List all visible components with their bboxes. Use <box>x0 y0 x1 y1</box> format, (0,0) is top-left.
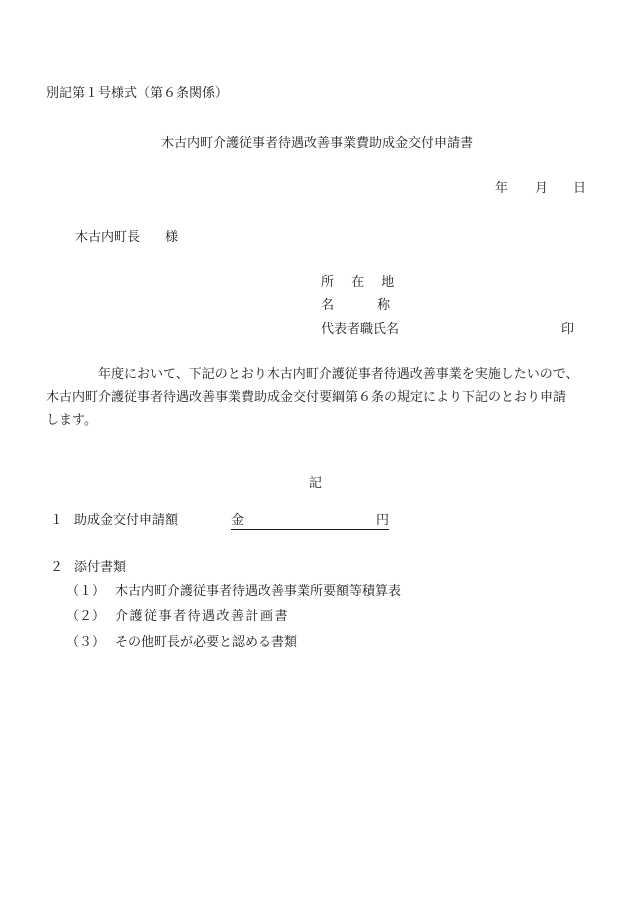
date-month-label: 月 <box>535 181 549 196</box>
body-line-1: 年度において、下記のとおり木古内町介護従事者待遇改善事業を実施したいので、 <box>98 367 579 382</box>
ki-heading: 記 <box>309 476 323 491</box>
attachment-1-text: 木古内町介護従事者待遇改善事業所要額等積算表 <box>115 584 402 599</box>
application-amount-field[interactable] <box>231 513 389 530</box>
body-line-2: 木古内町介護従事者待遇改善事業費助成金交付要綱第６条の規定により下記のとおり申請 <box>46 390 567 405</box>
amount-prefix: 金 <box>231 513 245 528</box>
applicant-address-label: 所 在 地 <box>321 275 395 290</box>
item2-number: ２ <box>50 560 64 575</box>
attachment-3-number: （３） <box>66 635 106 650</box>
item2-label: 添付書類 <box>74 560 127 575</box>
item1-label: 助成金交付申請額 <box>74 513 179 528</box>
applicant-representative-label: 代表者職氏名 <box>321 322 400 337</box>
date-year-label: 年 <box>495 181 509 196</box>
attachment-1-number: （１） <box>66 584 106 599</box>
attachment-2-number: （２） <box>66 609 106 624</box>
addressee-name: 木古内町長 <box>75 230 141 245</box>
attachment-3-text: その他町長が必要と認める書類 <box>115 635 298 650</box>
seal-mark: 印 <box>561 322 575 337</box>
amount-unit: 円 <box>375 513 389 528</box>
applicant-name-label: 名 称 <box>321 298 391 313</box>
date-day-label: 日 <box>573 181 587 196</box>
item1-number: １ <box>50 513 64 528</box>
addressee-honorific: 様 <box>165 230 179 245</box>
attachment-2-text: 介護従事者待遇改善計画書 <box>115 609 290 624</box>
form-number: 別記第１号様式（第６条関係） <box>46 86 229 101</box>
document-title: 木古内町介護従事者待遇改善事業費助成金交付申請書 <box>161 136 474 151</box>
body-line-3: します。 <box>46 413 97 428</box>
